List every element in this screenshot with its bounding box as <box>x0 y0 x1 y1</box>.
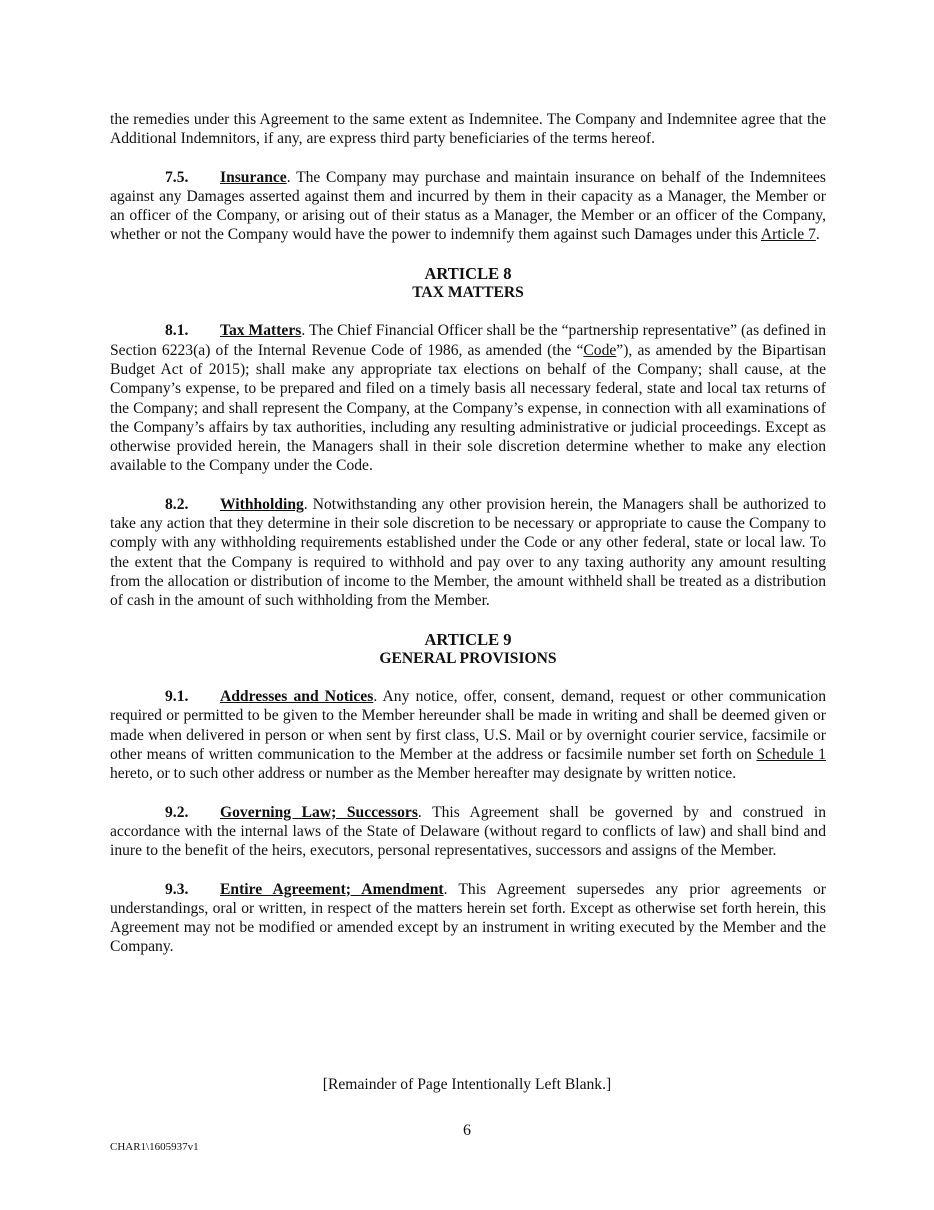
article-8-heading <box>110 264 826 303</box>
section-8-1 <box>110 321 826 475</box>
section-heading: Governing Law; Successors <box>220 803 418 821</box>
section-text: . This Agreement shall be governed by and construed in accordance with the internal laws of the State of Delaware (without regard to conflicts of law) and shall bind and inure to the benefit of the heirs, executors, personal representatives, successors and assigns of the Member. <box>110 803 826 860</box>
section-heading: Withholding <box>220 495 304 513</box>
defined-term: Code <box>583 341 617 359</box>
remainder-notice: [Remainder of Page Intentionally Left Blank.] <box>322 1076 612 1093</box>
section-number: 9.1. <box>165 688 189 706</box>
section-text-end: ”), as amended by the Bipartisan Budget Act of 2015); shall make any appropriate tax elections on behalf of the Company; shall cause, at the Company’s expense, to be prepared and filed on a timely basis all necessary federal, state and local tax returns of the Company; and shall represent the Company, at the Company’s expense, in connection with all examinations of the Company’s affairs by tax authorities, including any resulting administrative or judicial proceedings. Except as otherwise provided herein, the Managers shall in their sole discretion determine whether to make any election available to the Company under the Code. <box>110 341 826 475</box>
section-heading: Tax Matters <box>220 322 302 340</box>
section-9-2 <box>110 803 826 861</box>
section-text: . This Agreement supersedes any prior agreements or understandings, oral or written, in respect of the matters herein set forth. Except as otherwise set forth herein, this Agreement may not be modified or amended except by an instrument in writing executed by the Member and the Company. <box>110 880 826 956</box>
article-reference: Article 7 <box>760 226 816 244</box>
article-9-heading <box>110 630 826 669</box>
section-9-1 <box>110 687 826 783</box>
carryover-paragraph: the remedies under this Agreement to the same extent as Indemnitee. The Company and Indemnitee agree that the Additional Indemnitors, if any, are express third party beneficiaries of the terms hereof. <box>110 111 826 148</box>
section-heading: Addresses and Notices <box>220 688 374 706</box>
article-title: GENERAL PROVISIONS <box>379 649 557 667</box>
section-text: . Any notice, offer, consent, demand, request or other communication required or permitted to be given to the Member hereunder shall be made in writing and shall be deemed given or made when delivered in person or when sent by first class, U.S. Mail or by overnight courier service, facsimile or other means of written communication to the Member at the address or facsimile number set forth on <box>110 688 827 764</box>
section-text: . The Company may purchase and maintain insurance on behalf of the Indemnitees against any Damages asserted against them and incurred by them in their capacity as a Manager, the Member or an officer of the Company, or arising out of their status as a Manager, the Member or an officer of the Company, whether or not the Company would have the power to indemnify them against such Damages under this <box>110 168 826 244</box>
section-number: 7.5. <box>165 168 189 186</box>
section-heading: Entire Agreement; Amendment <box>220 880 444 898</box>
document-body <box>110 110 826 957</box>
section-number: 9.3. <box>165 880 189 898</box>
section-7-5 <box>110 168 826 245</box>
section-text-end: . <box>815 226 820 244</box>
article-title: TAX MATTERS <box>412 284 524 302</box>
document-id: CHAR1\1605937v1 <box>110 1141 199 1153</box>
section-text: . The Chief Financial Officer shall be the “partnership representative” (as defined in Section 6223(a) of the Internal Revenue Code of 1986, as amended (the “ <box>110 322 827 359</box>
section-text: . Notwithstanding any other provision herein, the Managers shall be authorized to take any action that they determine in their sole discretion to be necessary or appropriate to cause the Company to comply with any withholding requirements established under the Code or any other federal, state or local law. To the extent that the Company is required to withhold and pay over to any taxing authority any amount resulting from the allocation or distribution of income to the Member, the amount withheld shall be treated as a distribution of cash in the amount of such withholding from the Member. <box>110 495 826 610</box>
schedule-reference: Schedule 1 <box>756 746 826 764</box>
section-number: 8.2. <box>165 495 189 513</box>
section-8-2 <box>110 495 826 611</box>
section-text-end: hereto, or to such other address or number as the Member hereafter may designate by written notice. <box>110 765 737 783</box>
section-9-3 <box>110 880 826 957</box>
section-number: 8.1. <box>165 322 189 340</box>
article-number: ARTICLE 8 <box>424 263 512 283</box>
article-number: ARTICLE 9 <box>424 629 512 649</box>
section-number: 9.2. <box>165 803 189 821</box>
page-number: 6 <box>463 1122 471 1139</box>
section-heading: Insurance <box>220 168 287 186</box>
